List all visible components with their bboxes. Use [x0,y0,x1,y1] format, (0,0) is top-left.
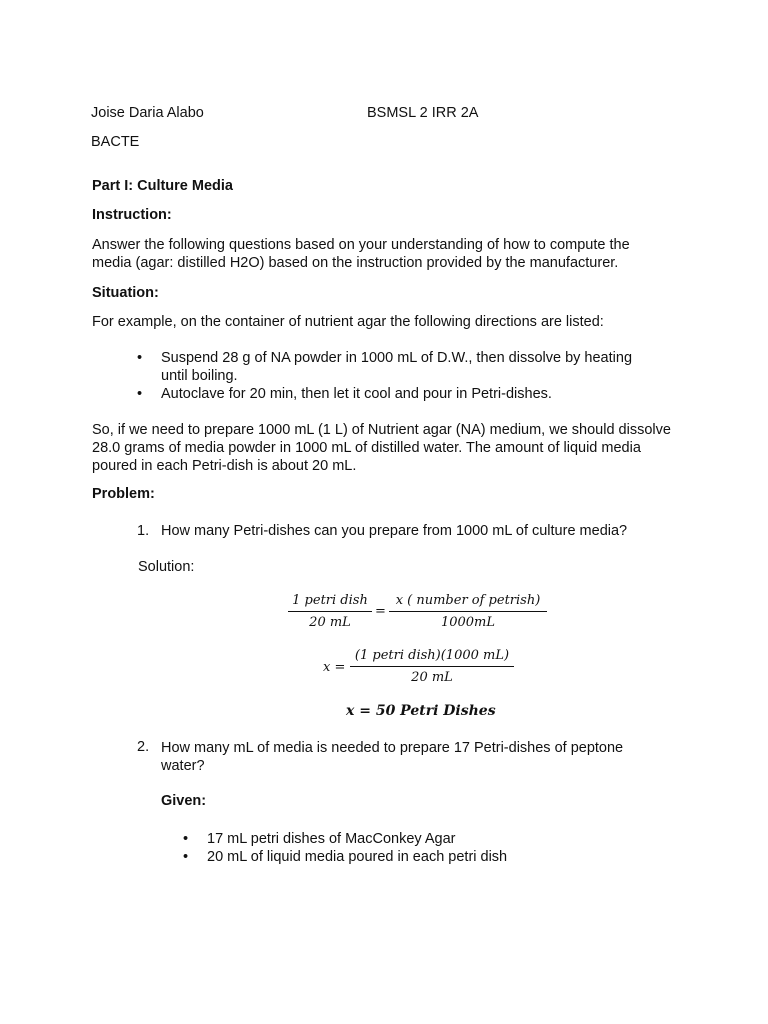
fraction-bar [389,611,547,612]
student-section: BSMSL 2 IRR 2A [367,105,479,121]
equation-1-right-numerator: x ( number of petrish) [395,593,541,608]
equation-2-denominator: 20 mL [411,670,453,685]
list-item: • 17 mL petri dishes of MacConkey Agar [183,830,663,848]
question-1-text: How many Petri-dishes can you prepare from 1000 mL of culture media? [161,523,628,539]
question-2-text: How many mL of media is needed to prepare 17 Petri-dishes of peptone water? [161,740,624,774]
list-item: • 20 mL of liquid media poured in each petri dish [183,848,663,866]
list-item: • Autoclave for 20 min, then let it cool and pour in Petri-dishes. [137,385,657,403]
equation-2-lhs: x = [323,660,346,675]
given-bullet-list [183,830,663,866]
equation-1-equals: = [375,604,386,619]
given-heading: Given: [161,793,207,809]
list-item: • Suspend 28 g of NA powder in 1000 mL of D.W., then dissolve by heating until boiling. [137,349,657,385]
equation-1-left-denominator: 20 mL [309,615,351,630]
situation-summary: So, if we need to prepare 1000 mL (1 L) of Nutrient agar (NA) medium, we should dissolve 28.0 grams of media powder in 1000 mL of distilled water. The amount of liquid media poured in each Petri-dish is about 20 mL. [92,422,671,474]
part-title: Part I: Culture Media [92,178,233,194]
solution-label: Solution: [138,559,195,575]
situation-intro: For example, on the container of nutrient agar the following directions are listed: [92,314,604,330]
situation-heading: Situation: [92,285,159,301]
equation-1-left-fraction [288,593,372,630]
question-2-number: 2. [137,739,150,755]
equation-1-right-denominator: 1000mL [440,615,496,630]
fraction-bar [350,666,514,667]
equation-2-fraction [350,648,514,685]
instruction-text: Answer the following questions based on your understanding of how to compute the media (agar: distilled H2O) based on the instruction provided by the manufacturer. [92,237,630,271]
question-1-number: 1. [137,523,150,539]
equation-1-right-fraction [389,593,547,630]
fraction-bar [288,611,372,612]
answer-equation: x = 50 Petri Dishes [346,703,496,719]
situation-bullet-list [137,349,657,403]
problem-heading: Problem: [92,486,155,502]
equation-1-left-numerator: 1 petri dish [292,593,368,608]
equation-2-numerator: (1 petri dish)(1000 mL) [354,648,510,663]
student-name: Joise Daria Alabo [91,105,204,121]
subject-label: BACTE [91,134,140,150]
instruction-heading: Instruction: [92,207,172,223]
